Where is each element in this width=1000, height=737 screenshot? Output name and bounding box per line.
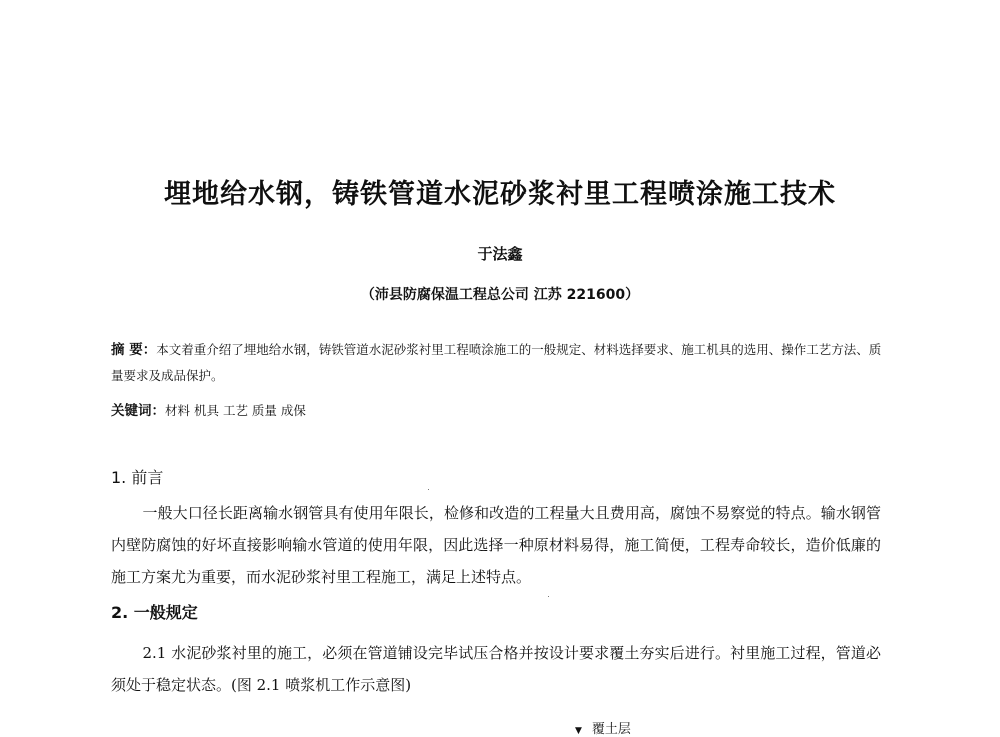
keywords-label: 关键词： <box>111 403 165 419</box>
keywords-text: 材料 机具 工艺 质量 成保 <box>165 403 306 418</box>
section-heading-introduction: 1. 前言 <box>111 468 164 487</box>
author-name: 于法鑫 <box>477 245 523 263</box>
paper-title: 埋地给水钢，铸铁管道水泥砂浆衬里工程喷涂施工技术 <box>164 179 836 210</box>
figure-label-text: 覆土层 <box>591 722 631 737</box>
abstract <box>111 337 886 388</box>
author-affiliation: （沛县防腐保温工程总公司 江苏 221600） <box>360 287 640 303</box>
abstract-label: 摘 要： <box>111 342 157 358</box>
section-heading-general-rules: 2. 一般规定 <box>111 603 198 622</box>
section-paragraph-introduction: 一般大口径长距离输水钢管具有使用年限长，检修和改造的工程量大且费用高，腐蚀不易察觉的特点。输水钢管内壁防腐蚀的好坏直接影响输水管道的使用年限，因此选择一种原材料易得，施工简便，工程寿命较长，造价低廉的施工方案尤为重要，而水泥砂浆衬里工程施工，满足上述特点。 <box>111 504 881 586</box>
triangle-down-icon: ▼ <box>575 726 582 736</box>
scan-speck <box>548 596 549 597</box>
keywords <box>111 399 306 419</box>
abstract-text: 本文着重介绍了埋地给水钢，铸铁管道水泥砂浆衬里工程喷涂施工的一般规定、材料选择要求、施工机具的选用、操作工艺方法、质量要求及成品保护。 <box>111 342 882 383</box>
figure-label <box>575 718 631 737</box>
scan-speck <box>428 489 429 490</box>
section-paragraph-general-rules: 2.1 水泥砂浆衬里的施工，必须在管道铺设完毕试压合格并按设计要求覆土夯实后进行。衬里施工过程，管道必须处于稳定状态。(图 2.1 喷浆机工作示意图) <box>111 644 881 694</box>
